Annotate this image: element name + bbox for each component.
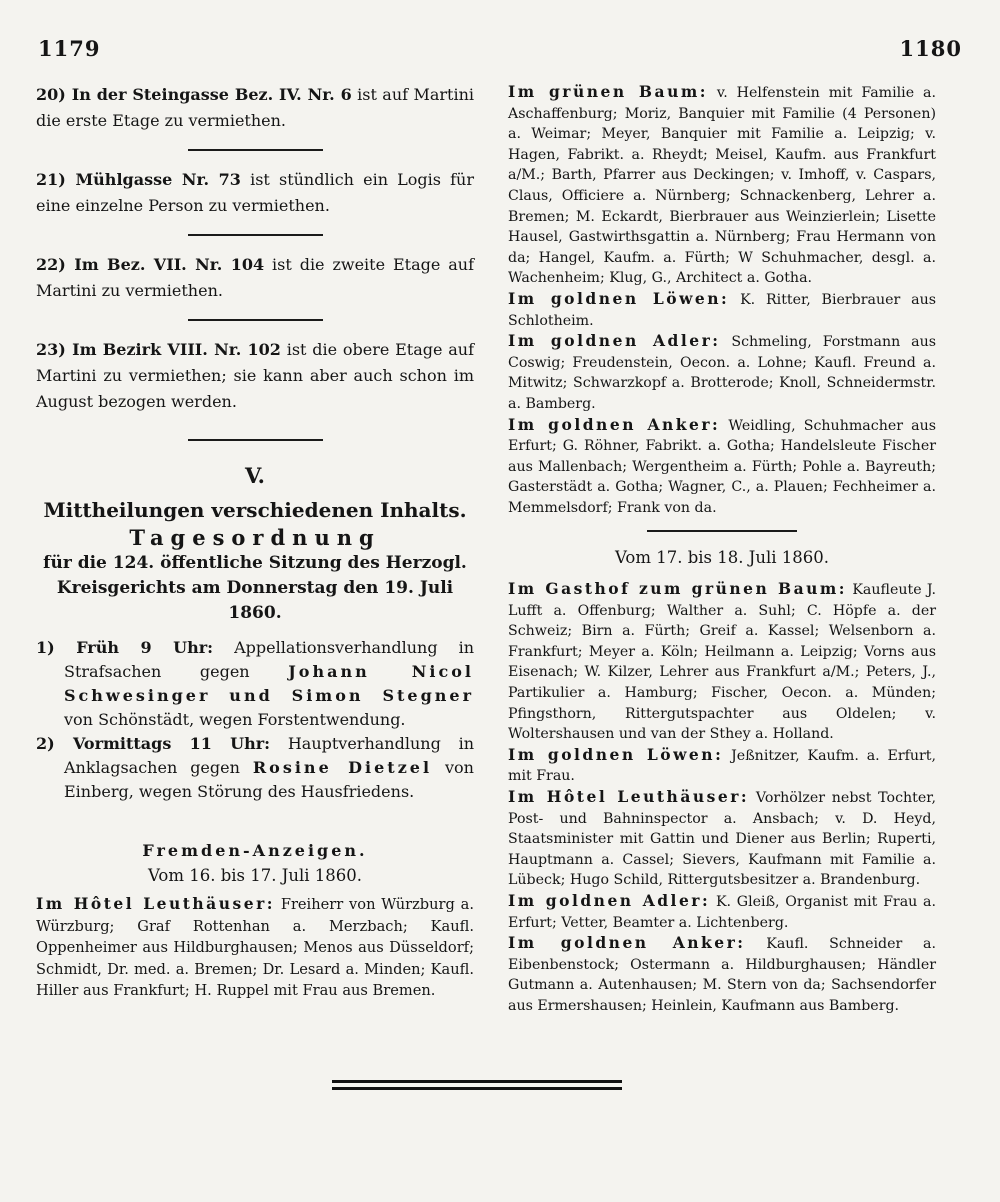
date-heading-1: Vom 16. bis 17. Juli 1860. (147, 866, 363, 885)
agenda-text: Appellationsverhandlung in Strafsachen gegen (64, 638, 475, 681)
agenda-heading: Tagesordnung (129, 525, 381, 550)
agenda-item-2 (36, 732, 474, 804)
guest-list: Kaufl. Schneider a. Eibenbenstock; Ostermann a. Hildburghausen; Händler Gutmann a. Autenhausen; M. Stern von da; Sachsendorfer aus Ermershausen; Heinlein, Kaufmann aus Bamberg. (508, 936, 937, 1014)
page-number-right: 1180 (899, 36, 962, 61)
left-column (36, 82, 474, 1002)
fremden-heading: Fremden-Anzeigen. (142, 841, 368, 860)
guest-entry (508, 579, 936, 745)
guest-list: Jeßnitzer, Kaufm. a. Erfurt, mit Frau. (508, 747, 937, 785)
notice-21 (36, 167, 474, 219)
notice-lead: 22) Im Bez. VII. Nr. 104 (36, 255, 265, 274)
guest-list: Freiherr von Würzburg a. Würzburg; Graf Rottenhan a. Merzbach; Kaufl. Oppenheimer aus Hildburghausen; Menos aus Düsseldorf; Schmidt, Dr. med. a. Bremen; Dr. Lesard a. Minden; Kaufl. Hiller aus Frankfurt; H. Ruppel mit Frau aus Bremen. (36, 896, 474, 999)
guest-list: v. Helfenstein mit Familie a. Aschaffenburg; Moriz, Banquier mit Familie (4 Personen) a. Weimar; Meyer, Banquier mit Familie a. Leipzig; v. Hagen, Fabrikt. a. Rheydt; Meisel, Kaufm. aus Frankfurt a/M.; Barth, Pfarrer aus Deckingen; v. Imhoff, v. Caspars, Claus, Officiere a. Nürnberg; Schnackenberg, Lehrer a. Bremen; M. Eckardt, Bierbrauer aus Weinzierlein; Lisette Hausel, Gastwirthsgattin a. Nürnberg; Frau Hermann von da; Hangel, Kaufm. a. Fürth; W Schuhmacher, desgl. a. Wachenheim; Klug, G., Architect a. Gotha. (508, 85, 936, 287)
end-double-rule (332, 1080, 622, 1090)
right-column (508, 82, 936, 1017)
agenda-subtitle: für die 124. öffentliche Sitzung des Herzogl. Kreisgerichts am Donnerstag den 19. Juli 1860. (43, 553, 467, 623)
hotel-name: Im goldnen Adler: (508, 331, 721, 351)
notice-lead: 21) Mühlgasse Nr. 73 (36, 170, 241, 189)
agenda-text: von Einberg, wegen Störung des Hausfriedens. (64, 758, 474, 801)
agenda-names: Johann Nicol Schwesinger und Simon Stegner (64, 662, 474, 705)
agenda-names: Rosine Dietzel (252, 758, 433, 777)
notice-text: ist stündlich ein Logis für eine einzelne Person zu vermiethen. (36, 170, 474, 215)
agenda-text: Hauptverhandlung in Anklagsachen gegen (64, 734, 475, 777)
guest-entry (508, 745, 936, 787)
guest-entry (508, 331, 936, 414)
section-title: Mittheilungen verschiedenen Inhalts. (43, 498, 467, 522)
divider (188, 149, 323, 151)
notice-text: ist die zweite Etage auf Martini zu vermiethen. (36, 255, 475, 300)
notice-text: ist die obere Etage auf Martini zu vermiethen; sie kann aber auch schon im August bezogen werden. (36, 340, 474, 411)
guest-entry (508, 891, 936, 933)
guest-entry (36, 893, 474, 1002)
guest-entry (508, 787, 936, 891)
guest-list: K. Ritter, Bierbrauer aus Schlotheim. (508, 291, 936, 329)
page-number-left: 1179 (38, 36, 101, 61)
date-heading-2: Vom 17. bis 18. Juli 1860. (614, 548, 830, 568)
guest-entry (508, 289, 936, 331)
notice-22 (36, 252, 474, 304)
guest-entry (508, 82, 936, 289)
divider (188, 439, 323, 441)
agenda-item-1 (36, 636, 474, 732)
notice-23 (36, 337, 474, 415)
notice-lead: 23) Im Bezirk VIII. Nr. 102 (36, 340, 281, 359)
hotel-name: Im Hôtel Leuthäuser: (508, 787, 750, 806)
divider (647, 530, 797, 532)
hotel-name: Im goldnen Anker: (508, 933, 746, 953)
hotel-name: Im goldnen Anker: (508, 414, 721, 434)
guest-list: Kaufleute J. Lufft a. Offenburg; Walther a. Suhl; C. Höpfe a. der Schweiz; Birn a. Fürth; Greif a. Kassel; Welsenborn a. Frankfurt; Meyer a. Köln; Heilmann a. Leipzig; Vorns aus Eisenach; W. Kilzer, Lehrer aus Frankfurt a/M.; Peters, J., Partikulier a. Hamburg; Fischer, Oecon. a. Münden; Pfingsthorn, Rittergutspachter aus Oldelen; v. Woltershausen und van der Sthey a. Holland. (508, 582, 936, 743)
guest-list: K. Gleiß, Organist mit Frau a. Erfurt; Vetter, Beamter a. Lichtenberg. (508, 893, 936, 931)
hotel-name: Im goldnen Löwen: (508, 288, 730, 308)
notice-20 (36, 82, 474, 134)
hotel-name: Im goldnen Adler: (508, 890, 711, 910)
hotel-name: Im Hôtel Leuthäuser: (36, 894, 275, 913)
divider (188, 319, 323, 321)
hotel-name: Im grünen Baum: (508, 82, 708, 101)
guest-list: Schmeling, Forstmann aus Coswig; Freudenstein, Oecon. a. Lohne; Kaufl. Freund a. Mitwitz; Schwarzkopf a. Brotterode; Knoll, Schneidermstr. a. Bamberg. (508, 334, 936, 412)
guest-list: Weidling, Schuhmacher aus Erfurt; G. Röhner, Fabrikt. a. Gotha; Handelsleute Fischer aus Mallenbach; Wergentheim a. Fürth; Pohle a. Bayreuth; Gasterstädt a. Gotha; Wagner, C., a. Plauen; Fechheimer a. Memmelsdorf; Frank von da. (508, 417, 937, 516)
notice-text: ist auf Martini die erste Etage zu vermiethen. (36, 85, 474, 130)
divider (188, 234, 323, 236)
guest-entry (508, 415, 936, 519)
hotel-name: Im Gasthof zum grünen Baum: (508, 579, 848, 599)
notice-lead: 20) In der Steingasse Bez. IV. Nr. 6 (36, 85, 352, 104)
section-number: V. (245, 463, 265, 488)
hotel-name: Im goldnen Löwen: (508, 744, 724, 764)
guest-list: Vorhölzer nebst Tochter, Post- und Bahninspector a. Ansbach; v. D. Heyd, Staatsminister mit Gattin und Diener aus Berlin; Ruperti, Hauptmann a. Cassel; Sievers, Kaufmann mit Familie a. Lübeck; Hugo Schild, Rittergutsbesitzer a. Brandenburg. (508, 790, 936, 889)
guest-entry (508, 933, 936, 1016)
agenda-text: von Schönstädt, wegen Forstentwendung. (64, 710, 406, 729)
agenda-time: 2) Vormittags 11 Uhr: (36, 734, 271, 753)
agenda-time: 1) Früh 9 Uhr: (36, 638, 214, 657)
